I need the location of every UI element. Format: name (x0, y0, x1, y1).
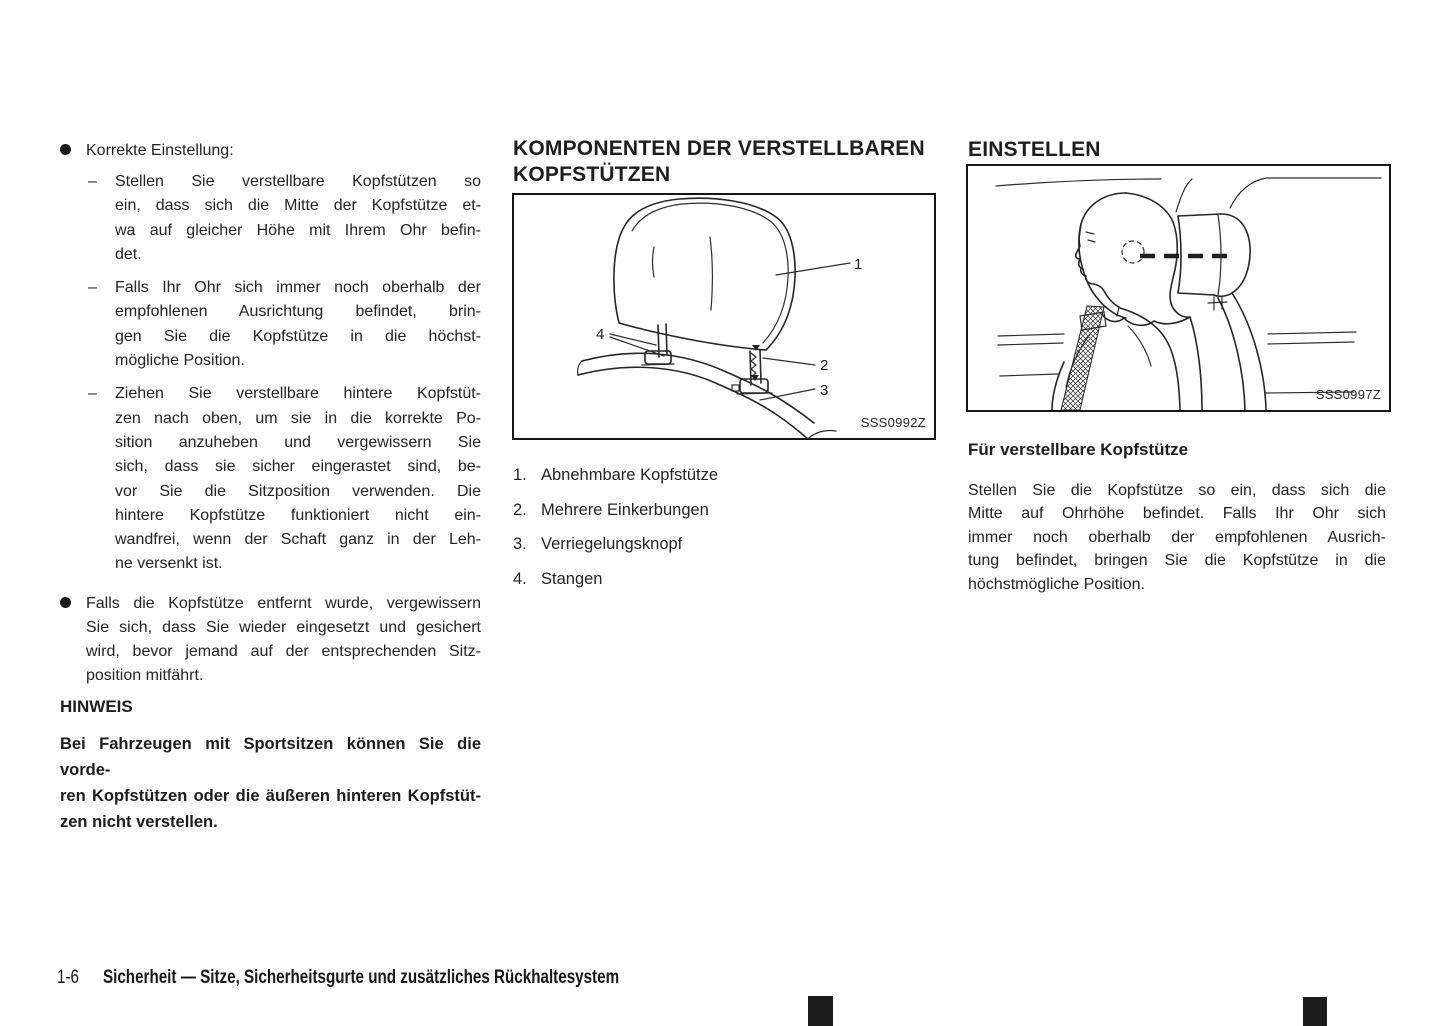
legend-item (513, 570, 933, 605)
legend-label: Mehrere Einkerbungen (541, 500, 709, 519)
legend-label: Verriegelungsknopf (541, 535, 683, 554)
callout-4: 4 (596, 326, 605, 343)
dash-item-text: Stellen Sie verstellbare Kopfstützen so ein, dass sich die Mitte der Kopfstütze et- wa auf gleicher Höhe mit Ihrem Ohr befin- det. (115, 173, 481, 263)
legend-item (513, 501, 933, 536)
dash-item (88, 276, 481, 373)
legend-item (513, 466, 933, 501)
bullet-icon (60, 144, 71, 155)
dash-item-list (88, 170, 481, 586)
subsection-heading: Für verstellbare Kopfstütze (968, 440, 1189, 459)
legend-number: 2. (513, 500, 527, 519)
legend-number: 1. (513, 466, 527, 484)
figure-headrest-components (512, 193, 936, 440)
section-heading-adjust: EINSTELLEN (968, 138, 1101, 161)
figure-code: SSS0992Z (860, 415, 926, 430)
section-heading-components: KOMPONENTEN DER VERSTELLBAREN KOPFSTÜTZEN (513, 137, 925, 186)
dash-icon: – (88, 385, 97, 403)
legend-label: Abnehmbare Kopfstütze (541, 466, 719, 484)
legend-item (513, 535, 933, 570)
bullet-text: Falls die Kopfstütze entfernt wurde, vergewissern Sie sich, dass Sie wieder eingesetzt und gesichert wird, bevor jemand auf der entsprechenden Sitz- position mitfährt. (86, 595, 481, 684)
note-heading: HINWEIS (60, 697, 133, 716)
print-mark (1303, 997, 1327, 1026)
left-column (60, 139, 481, 163)
dash-item-text: Ziehen Sie verstellbare hintere Kopfstüt- zen nach oben, um sie in die korrekte Po- sition anzuheben und vergewissern Sie sich, dass sie sicher eingerastet sind, be- vor Sie die Sitzposition verwenden. Die hintere Kopfstütze funktioniert nicht ein- wandfrei, wenn der Schaft ganz in der Leh- ne versenkt ist. (115, 385, 481, 573)
dash-item (88, 170, 481, 267)
footer-section-title: Sicherheit — Sitze, Sicherheitsgurte und zusätzliches Rückhaltesystem (102, 967, 620, 988)
legend-label: Stangen (541, 570, 603, 589)
dash-icon: – (88, 279, 97, 297)
figure-code: SSS0997Z (1315, 387, 1381, 402)
dash-icon: – (88, 173, 97, 190)
bullet-label: Korrekte Einstellung: (86, 142, 234, 159)
body-paragraph: Stellen Sie die Kopfstütze so ein, dass sich die Mitte auf Ohrhöhe befindet. Falls Ihr Ohr sich immer noch oberhalb der empfohlenen Ausrich- tung befindet, bringen Sie die Kopfstütze in die höchstmögliche Position. (968, 482, 1386, 593)
note-text: Bei Fahrzeugen mit Sportsitzen können Sie die vorde- ren Kopfstützen oder die äußeren hinteren Kopfstüt- zen nicht verstellen. (60, 735, 481, 831)
callout-2: 2 (820, 357, 829, 374)
seated-person-diagram (968, 166, 1389, 410)
callout-3: 3 (820, 382, 829, 399)
legend-number: 4. (513, 570, 527, 589)
dash-item (88, 382, 481, 576)
legend-number: 3. (513, 535, 527, 554)
bullet-item-correct-adjustment (60, 139, 481, 163)
print-mark (808, 996, 833, 1026)
figure-legend (513, 466, 933, 605)
footer (57, 967, 760, 989)
page-number: 1-6 (57, 967, 79, 988)
callout-1: 1 (854, 256, 863, 273)
figure-adjusting (966, 164, 1391, 412)
bullet-item-removed-headrest (60, 592, 481, 688)
headrest-diagram (514, 195, 934, 438)
bullet-icon (60, 597, 71, 608)
dash-item-text: Falls Ihr Ohr sich immer noch oberhalb der empfohlenen Ausrichtung befindet, brin- gen Sie die Kopfstütze in die höchst- mögliche Position. (115, 279, 481, 370)
